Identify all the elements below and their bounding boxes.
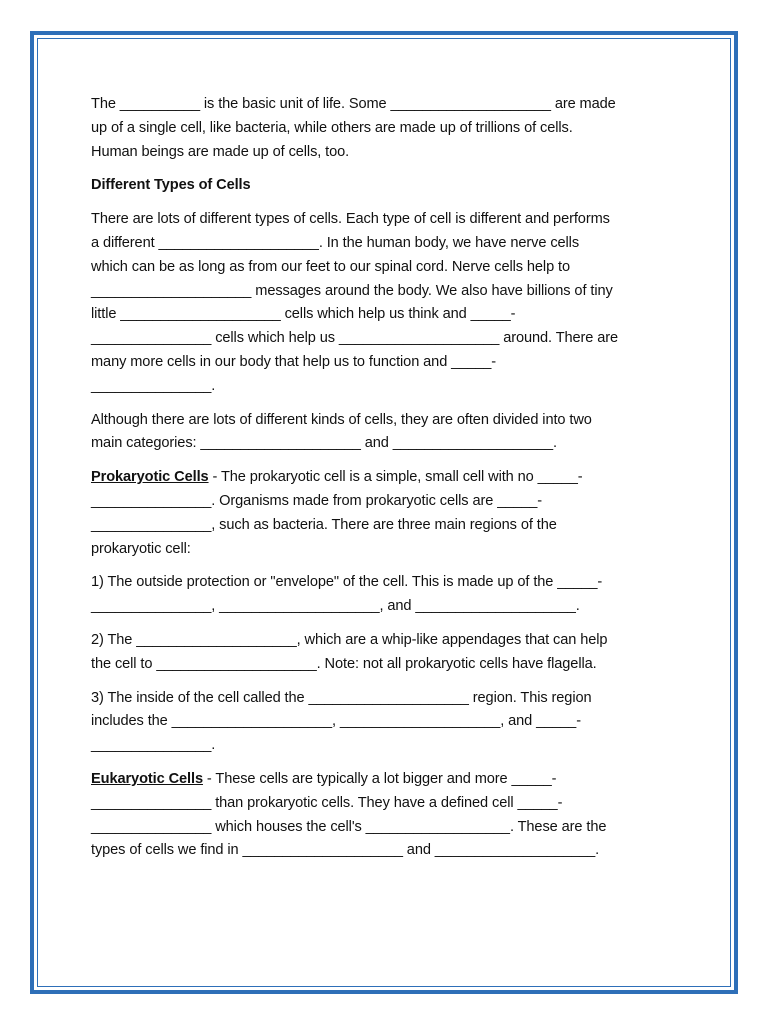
region-item-3: 3) The inside of the cell called the ____________________ region. This region includes the ____________________, ____________________, and _____- _______________. [91,689,592,754]
eukaryotic-paragraph [91,768,681,863]
prokaryotic-text: - The prokaryotic cell is a simple, small cell with no _____- _______________. Organisms made from prokaryotic cells are _____- _______________, such as bacteria. There are three main regions of the prokaryotic cell: [91,469,583,557]
eukaryotic-text: - These cells are typically a lot bigger and more _____- _______________ than prokaryotic cells. They have a defined cell _____- _______________ which houses the cell's __________________. These are the types of cells we find in ____________________ and ____________________. [91,770,607,859]
prokaryotic-title: Prokaryotic Cells [91,469,209,486]
types-heading: Different Types of Cells [91,177,251,194]
categories-paragraph: Although there are lots of different kinds of cells, they are often divided into two main categories: ____________________ and ____________________. [91,411,592,452]
prokaryotic-paragraph [91,466,681,561]
intro-paragraph: The __________ is the basic unit of life. Some ____________________ are made up of a single cell, like bacteria, while others are made up of trillions of cells. Human beings are made up of cells, too. [91,96,616,160]
eukaryotic-title: Eukaryotic Cells [91,770,203,787]
region-item-2: 2) The ____________________, which are a whip-like appendages that can help the cell to ____________________. Note: not all prokaryotic cells have flagella. [91,631,608,672]
region-item-1: 1) The outside protection or "envelope" of the cell. This is made up of the _____- _______________, ____________________, and ____________________. [91,574,603,615]
types-paragraph: There are lots of different types of cells. Each type of cell is different and performs a different ____________________. In the human body, we have nerve cells which can be as long as from our feet to our spinal cord. Nerve cells help to ____________________ messages around the body. We also have billions of tiny little ____________________ cells which help us think and _____- _______________ cells which help us ____________________ around. There are many more cells in our body that help us to function and _____- _______________. [91,211,619,394]
worksheet-body [91,93,681,863]
